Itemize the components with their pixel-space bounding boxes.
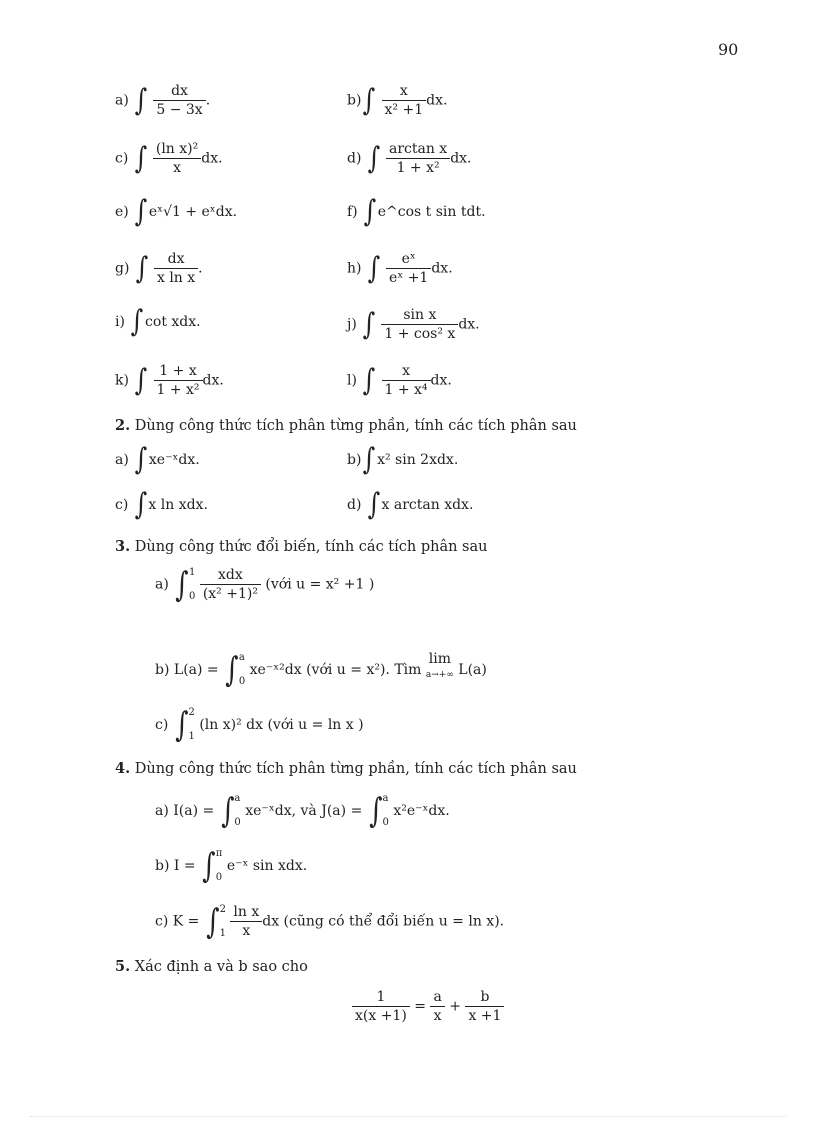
fraction <box>153 140 201 177</box>
item-label: l) <box>347 372 357 389</box>
fraction <box>381 306 458 343</box>
denominator: 1 + cos² x <box>381 324 458 343</box>
numerator: x <box>399 83 408 99</box>
integral-sign: ∫ <box>134 362 148 398</box>
denominator: x +1 <box>465 1006 504 1025</box>
suffix: dx. <box>458 316 480 333</box>
partial-fraction-equation <box>352 988 504 1025</box>
item-4b <box>155 848 307 884</box>
denominator: x <box>430 1006 444 1025</box>
expression: x arctan xdx. <box>381 497 474 513</box>
lhs: L(a) = <box>173 662 219 678</box>
integral-sign: ∫ <box>202 846 216 886</box>
suffix: . <box>205 92 211 109</box>
numerator: b <box>480 989 490 1005</box>
item-label: k) <box>115 372 129 389</box>
numerator: sin x <box>403 307 437 323</box>
integral-sign: ∫ <box>367 487 380 522</box>
upper-limit: a <box>382 793 389 804</box>
upper-limit: a <box>234 793 241 804</box>
lower-limit: 1 <box>188 731 195 742</box>
section5-heading <box>115 958 308 975</box>
section-title: Xác định a và b sao cho <box>134 959 308 975</box>
suffix: dx. <box>202 372 224 389</box>
equals-sign: = <box>414 998 426 1015</box>
upper-limit: 1 <box>188 566 196 578</box>
page-number: 90 <box>718 40 739 59</box>
lhs-fraction <box>352 988 410 1025</box>
integral-limits <box>220 904 226 940</box>
lhs-j: J(a) = <box>321 803 363 819</box>
item-1h <box>347 250 453 287</box>
item-1i <box>115 304 201 339</box>
item-1f <box>347 194 486 229</box>
fraction <box>153 82 205 119</box>
item-4a <box>155 793 450 829</box>
integral-sign: ∫ <box>134 487 147 522</box>
item-2b <box>347 442 459 477</box>
item-1b <box>347 82 447 119</box>
b-fraction <box>465 988 504 1025</box>
item-4c <box>155 903 504 940</box>
suffix: dx. <box>426 92 448 109</box>
integral-limits <box>188 707 194 743</box>
integral-sign: ∫ <box>362 362 376 398</box>
integral-sign: ∫ <box>134 442 148 477</box>
item-label: b) <box>155 858 170 874</box>
integrand: (ln x)² dx <box>199 717 263 733</box>
lhs-i: I(a) = <box>173 803 215 819</box>
integral-limits <box>216 848 223 884</box>
integral-sign: ∫ <box>134 194 148 229</box>
integral-sign: ∫ <box>174 705 189 745</box>
item-label: a) <box>115 92 129 109</box>
item-2c <box>115 487 208 522</box>
lhs: I = <box>173 858 196 874</box>
denominator: x <box>230 921 262 940</box>
fraction <box>200 566 261 603</box>
upper-limit: a <box>238 652 245 663</box>
limit-expression: L(a) <box>458 662 487 678</box>
numerator: x <box>402 363 410 379</box>
item-label: f) <box>347 204 358 220</box>
upper-limit: 2 <box>219 903 226 915</box>
expression: x ln xdx. <box>148 497 208 513</box>
integral-sign: ∫ <box>363 442 376 477</box>
suffix: dx. <box>201 150 223 167</box>
a-fraction <box>430 988 444 1025</box>
integral-limits <box>239 652 245 688</box>
integral-sign: ∫ <box>175 564 189 605</box>
item-label: a) <box>155 576 169 593</box>
item-1l <box>347 362 452 399</box>
fraction <box>386 140 450 177</box>
lhs: K = <box>172 913 200 930</box>
item-2d <box>347 487 474 522</box>
integral-sign: ∫ <box>225 650 239 690</box>
item-1a <box>115 82 210 119</box>
denominator: 5 − 3x <box>153 100 205 119</box>
item-label: c) <box>155 717 169 733</box>
denominator: (x² +1)² <box>200 584 261 603</box>
section2-heading <box>115 417 577 434</box>
integral-sign: ∫ <box>367 140 380 176</box>
integrand-j: x²e⁻ˣdx. <box>393 803 450 819</box>
item-label: c) <box>115 150 129 167</box>
numerator: arctan x <box>388 141 448 157</box>
upper-limit: π <box>215 848 223 859</box>
numerator: dx <box>171 83 188 99</box>
item-label: j) <box>347 316 357 333</box>
item-label: e) <box>115 204 129 220</box>
fraction <box>382 82 427 119</box>
upper-limit: 2 <box>188 707 195 718</box>
expression: xe⁻ˣdx. <box>148 452 200 468</box>
suffix: dx (cũng có thể đổi biến u = ln x). <box>262 913 505 930</box>
integral-limits <box>234 793 240 829</box>
item-1j <box>347 306 480 343</box>
section-title: Dùng công thức tích phân từng phần, tính các tích phân sau <box>134 418 577 434</box>
section-number: 3. <box>115 538 131 555</box>
item-1d <box>347 140 472 177</box>
denominator: eˣ +1 <box>386 268 431 287</box>
denominator: x² +1 <box>382 100 427 119</box>
section3-heading <box>115 538 487 555</box>
item-label: b) <box>347 452 362 468</box>
item-label: b) <box>347 92 362 109</box>
lim-text: lim <box>428 651 451 667</box>
lower-limit: 0 <box>188 590 196 602</box>
substitution-note: (với u = x²). Tìm <box>306 662 422 678</box>
substitution-note: (với u = x² +1 ) <box>265 576 375 593</box>
denominator: x(x +1) <box>352 1006 410 1025</box>
suffix: dx. <box>431 260 453 277</box>
integral-sign: ∫ <box>367 250 381 286</box>
expression: x² sin 2xdx. <box>377 452 459 468</box>
numerator: a <box>433 989 442 1005</box>
item-3c <box>155 707 364 743</box>
limit-operator <box>426 652 454 682</box>
section-title: Dùng công thức đổi biến, tính các tích phân sau <box>134 539 488 555</box>
lim-subscript: a→+∞ <box>425 670 454 680</box>
expression: eˣ√1 + eˣdx. <box>148 204 238 220</box>
denominator: x ln x <box>154 268 198 287</box>
section4-heading <box>115 760 577 777</box>
integrand-i: xe⁻ˣdx, và <box>245 803 317 819</box>
section-title: Dùng công thức tích phân từng phần, tính các tích phân sau <box>134 761 577 777</box>
integral-sign: ∫ <box>368 791 383 831</box>
numerator: ln x <box>233 904 260 920</box>
item-2a <box>115 442 200 477</box>
section-number: 2. <box>115 417 131 434</box>
fraction <box>154 362 203 399</box>
fraction <box>386 250 431 287</box>
item-1c <box>115 140 223 177</box>
denominator: x <box>153 158 201 177</box>
integrand: xe⁻ˣ²dx <box>249 662 302 678</box>
fraction <box>154 250 198 287</box>
numerator: (ln x)² <box>155 141 199 157</box>
lower-limit: 0 <box>215 872 223 883</box>
suffix: dx. <box>430 372 452 389</box>
item-label: c) <box>115 497 129 513</box>
plus-sign: + <box>449 998 461 1015</box>
lower-limit: 1 <box>219 927 226 939</box>
integral-sign: ∫ <box>134 82 148 118</box>
item-1e <box>115 194 238 229</box>
expression: cot xdx. <box>145 314 201 330</box>
item-label: d) <box>347 150 362 167</box>
integral-sign: ∫ <box>134 140 147 176</box>
numerator: 1 <box>376 989 386 1005</box>
integral-sign: ∫ <box>206 901 220 942</box>
integral-sign: ∫ <box>363 82 376 118</box>
integral-sign: ∫ <box>362 306 376 342</box>
denominator: 1 + x² <box>386 158 450 177</box>
integral-sign: ∫ <box>130 304 144 339</box>
denominator: 1 + x⁴ <box>382 380 431 399</box>
item-3a <box>155 566 374 603</box>
item-label: a) <box>155 803 169 819</box>
fraction <box>230 903 262 940</box>
lower-limit: 0 <box>234 817 241 828</box>
item-1g <box>115 250 203 287</box>
fraction <box>382 362 431 399</box>
lower-limit: 0 <box>382 817 389 828</box>
integral-sign: ∫ <box>135 250 148 286</box>
substitution-note: (với u = ln x ) <box>267 717 364 733</box>
section-number: 5. <box>115 958 131 975</box>
numerator: 1 + x <box>159 363 197 379</box>
footer-divider <box>30 1116 786 1117</box>
item-label: d) <box>347 497 362 513</box>
item-label: c) <box>155 913 169 930</box>
item-1k <box>115 362 224 399</box>
item-label: h) <box>347 260 362 277</box>
item-label: b) <box>155 662 170 678</box>
suffix: dx. <box>450 150 472 167</box>
item-3b <box>155 652 487 688</box>
numerator: xdx <box>218 567 243 583</box>
lower-limit: 0 <box>238 676 246 687</box>
integral-limits <box>382 793 388 829</box>
numerator: eˣ <box>401 251 416 267</box>
expression: e^cos t sin tdt. <box>377 204 486 220</box>
item-label: i) <box>115 314 125 330</box>
integral-sign: ∫ <box>363 194 377 229</box>
item-label: g) <box>115 260 130 277</box>
suffix: . <box>198 260 203 277</box>
integrand: e⁻ˣ sin xdx. <box>226 858 308 874</box>
integral-limits <box>189 567 195 603</box>
item-label: a) <box>115 452 129 468</box>
denominator: 1 + x² <box>154 380 203 399</box>
section-number: 4. <box>115 760 131 777</box>
integral-sign: ∫ <box>220 791 235 831</box>
numerator: dx <box>167 251 185 267</box>
